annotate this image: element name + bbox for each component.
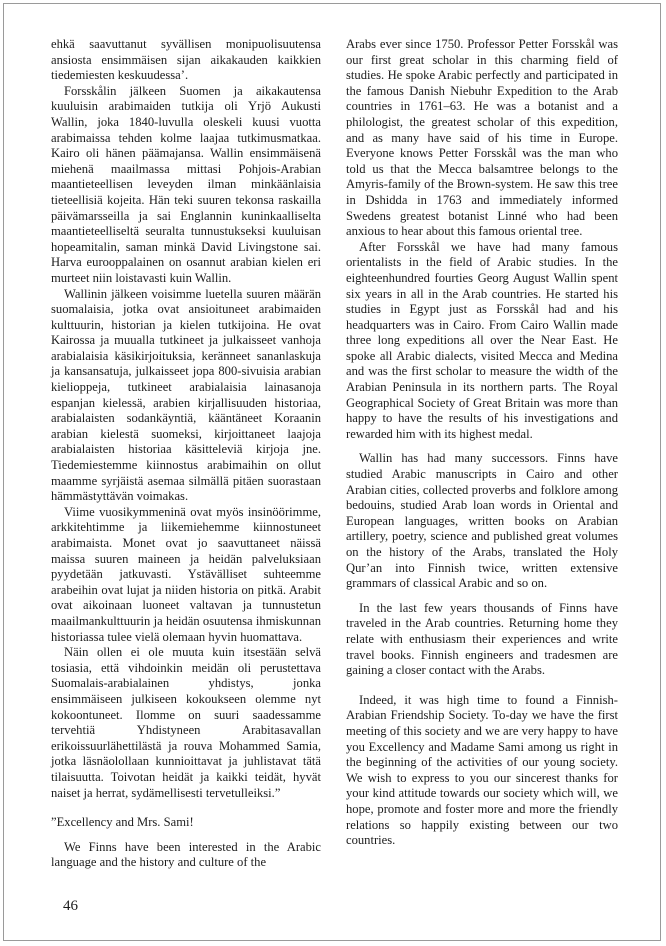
paragraph: Wallin has had many successors. Finns have studied Arabic manuscripts in Cairo and other Arabian cities, collected proverbs and folklore among bedouins, studied Arab loan words in Oriental and European languages, written books on Arabian artillery, poetry, science and published great volumes on the history of the Arabs, translated the Holy Qur’an into Finnish twice, written extensive grammars of classical Arabic and so on.: [346, 451, 618, 591]
paragraph: Forsskålin jälkeen Suomen ja aikakautensa kuuluisin arabimaiden tutkija oli Yrjö Aukusti Wallin, joka 1840-luvulla oleskeli kuusi vuotta arabimaissa tehden kolme laajaa tutkimusmatkaa. Kairo oli hänen päämajansa. Wallin ensimmäisenä miehenä maailmassa mittasi Pohjois-Arabian maantieteellisen leveyden ilman minkäänlaisia tieteellisiä kojeita. Hän teki suuren tekonsa raskailla päivämarsseilla ja sai Englannin kuninkaalliselta maantieteelliseltä seuralta tunnustukseksi kuuluisan hopeamitalin, saman minkä David Livingstone sai. Harva eurooppalainen on osannut arabian kielen eri murteet niin loistavasti kuin Wallin.: [51, 83, 321, 285]
paragraph: Wallinin jälkeen voisimme luetella suuren määrän suomalaisia, jotka ovat ansioituneet arabimaiden kulttuurin, historian ja kielen tutkijoina. He ovat Kairossa ja muualla tutkineet ja julkaisseet vanhoja arabialaisia käsikirjoituksia, keränneet sananlaskuja ja kansansatuja, julkaisseet jopa 800-sivuisia arabian kielioppeja, tutkineet arabialaisia lainasanoja espanjan kielessä, arabien kirjallisuuden historiaa, arabialaisten sodankäyntiä, kääntäneet Koraanin arabian kielestä suomeksi, kirjoittaneet laajoja arabialaisten historiaa käsitteleviä kirjoja jne. Tiedemiestemme kiinnostus arabimaihin on ollut maamme syrjäistä asemaa silmällä pitäen suorastaan hämmästyttävän voimakas.: [51, 286, 321, 504]
paragraph: We Finns have been interested in the Arabic language and the history and culture of the: [51, 839, 321, 870]
right-column: [346, 37, 618, 849]
paragraph: Arabs ever since 1750. Professor Petter Forsskål was our first great scholar in this charming field of studies. He spoke Arabic perfectly and participated in the famous Danish Niebuhr Expedition to the Arab countries in 1761–63. He was a botanist and a philologist, the greatest scholar of this expedition, and as many have said of his time in Europe. Everyone knows Petter Forsskål was the man who told us that the Mecca balsamtree belongs to the Amyris-family of the Brown-system. He saw this tree in Dshidda in 1763 and immediately informed Swedens greatest botanist Linné who had been anxious to hear about this famous oriental tree.: [346, 37, 618, 239]
paragraph: Viime vuosikymmeninä ovat myös insinöörimme, arkkitehtimme ja liikemiehemme kiinnostuneet arabimaista. Monet ovat jo saavuttaneet näissä maissa suuren maineen ja heidän palveluksiaan pyydetään jatkuvasti. Ystävälliset suhteemme arabeihin ovat lujat ja niiden historia on pitkä. Arabit ovat aikoinaan luoneet valtavan ja tunnustetun maailmankulttuurin ja heidän osuutensa ihmiskunnan historiassa tulee vielä olemaan hyvin huomattava.: [51, 504, 321, 644]
left-column: [51, 37, 321, 871]
paragraph: In the last few years thousands of Finns have traveled in the Arab countries. Returning home they relate with enthusiasm their experiences and write travel books. Finnish engineers and tradesmen are gaining a closer contact with the Arabs.: [346, 600, 618, 678]
paragraph: ehkä saavuttanut syvällisen monipuolisuutensa ansiosta ensimmäisen sijan aikakauden kaikkien tiedemiesten keskuudessa’.: [51, 37, 321, 83]
page-number: 46: [63, 898, 78, 914]
paragraph: Indeed, it was high time to found a Finnish-Arabian Friendship Society. To-day we have the first meeting of this society and we are very happy to have you Excellency and Madame Sami among us right in the beginning of the activities of our young society. We wish to express to you our sincerest thanks for your kind attitude towards our society which will, we hope, promote and foster more and more the friendly relations so happily existing between our two countries.: [346, 692, 618, 848]
paragraph: After Forsskål we have had many famous orientalists in the field of Arabic studies. In the eighteenhundred fourties Georg August Wallin spent six years in all in the Arab countries. He started his studies in Egypt just as Forsskål had and his headquarters was in Cairo. From Cairo Wallin made three long expeditions all over the Near East. He spoke all Arabic dialects, visited Mecca and Medina and was the first scholar to measure the width of the Arabian Peninsula in its northern parts. The Royal Geographical Society of Great Britain was more than happy to have the results of his investigations and rewarded him with its highest medal.: [346, 239, 618, 441]
salutation: ”Excellency and Mrs. Sami!: [51, 815, 194, 830]
paragraph: Näin ollen ei ole muuta kuin itsestään selvä tosiasia, että vihdoinkin meidän oli perustettava Suomalais-arabialainen yhdistys, jonka ensimmäiseen julkiseen kokoukseen olemme nyt kokoontuneet. Ilomme on suuri saadessamme tervehtiä Yhdistyneen Arabitasavallan erikoissuurlähettilästä ja rouva Mohammed Samia, jotka läsnäolollaan kunnioittavat ja juhlistavat tätä tilaisuutta. Toivotan heidät ja kaikki teidät, hyvät naiset ja herrat, sydämellisesti tervetulleiksi.”: [51, 645, 321, 800]
